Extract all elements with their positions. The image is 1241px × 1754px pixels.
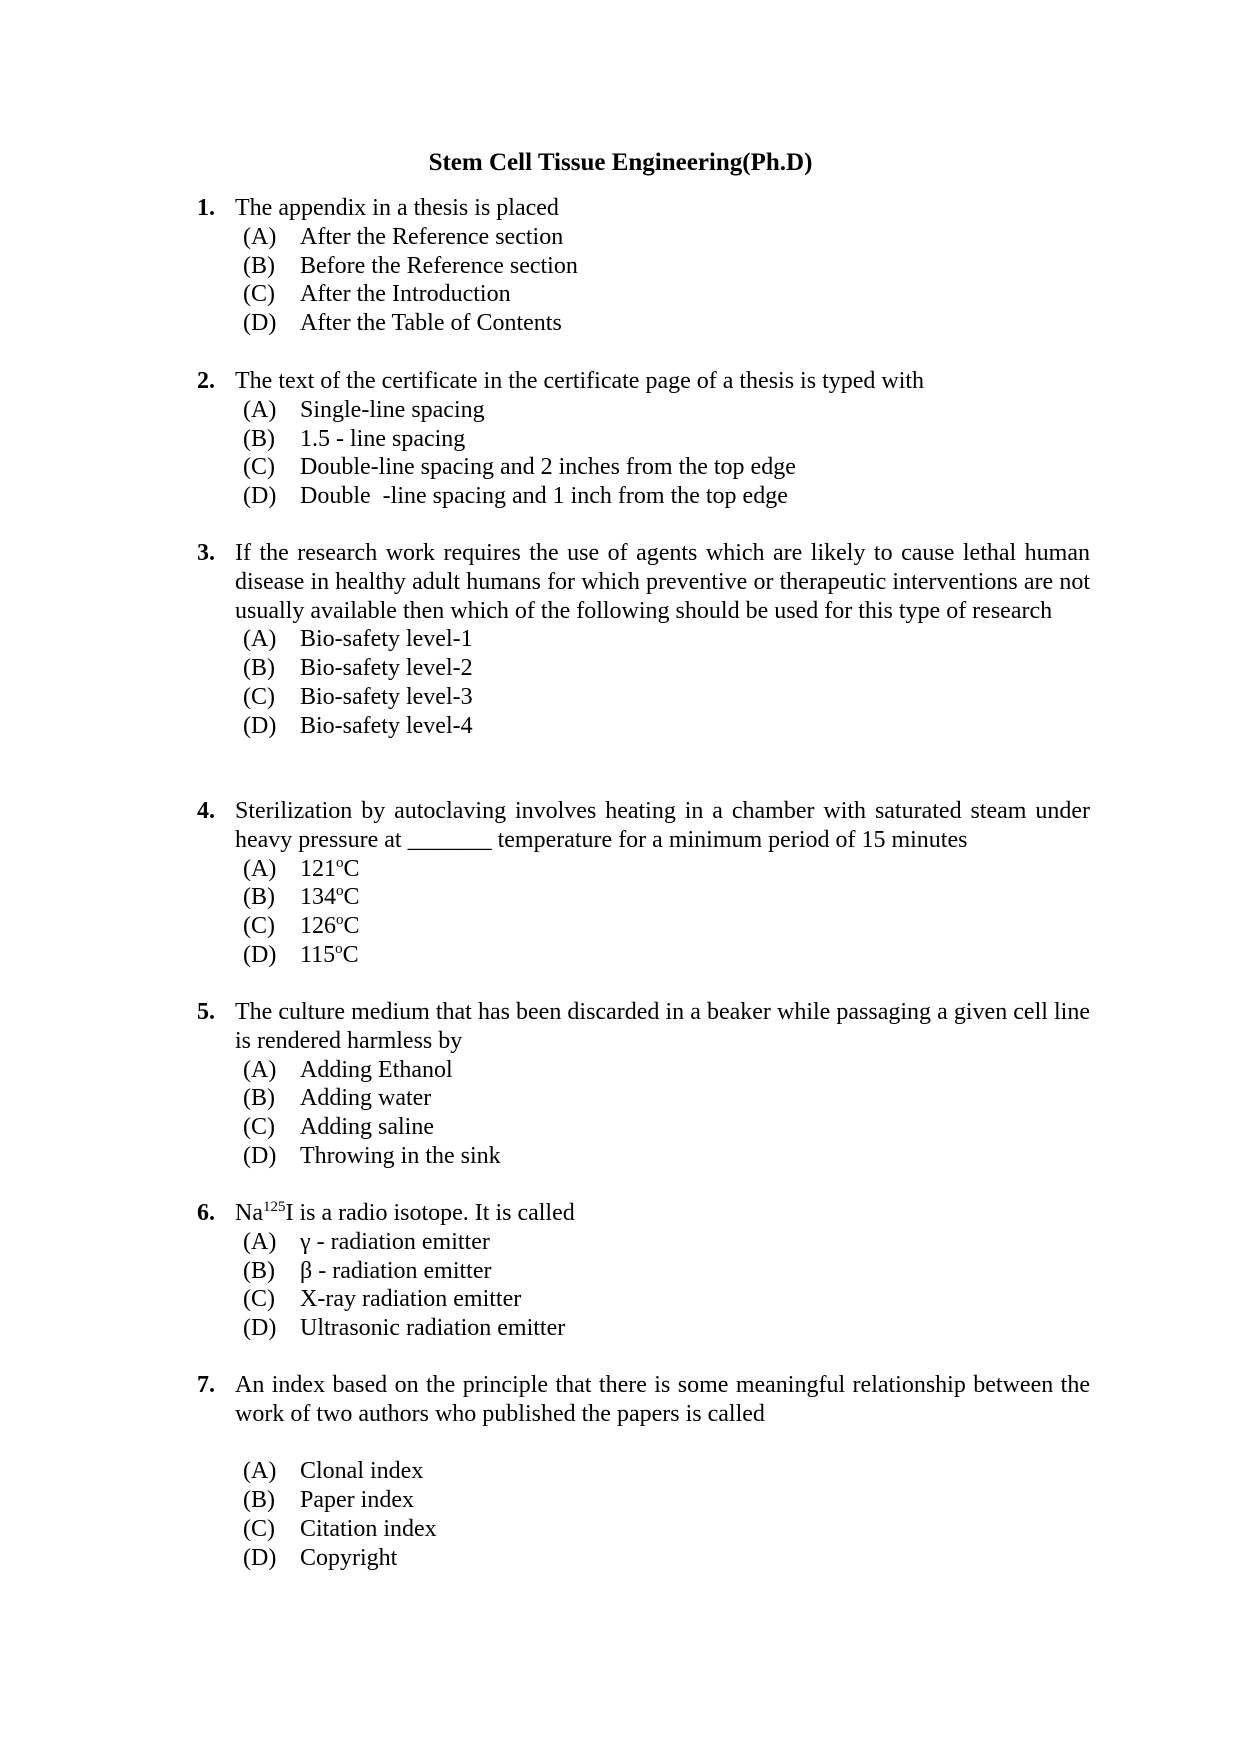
question-number: 2. bbox=[197, 368, 215, 394]
option-b bbox=[197, 1486, 1090, 1515]
question-7 bbox=[197, 1371, 1090, 1573]
option-list bbox=[197, 1228, 1090, 1343]
option-letter: (B) bbox=[243, 1257, 275, 1284]
question-number: 7. bbox=[197, 1372, 215, 1398]
option-letter: (A) bbox=[243, 1458, 277, 1485]
question-text: If the research work requires the use of agents which are likely to cause lethal human disease in healthy adult humans for which preventive or therapeutic interventions are not usually available then which of the following should be used for this type of research bbox=[235, 540, 1090, 624]
degree-sign: o bbox=[336, 883, 344, 900]
option-c bbox=[197, 683, 1090, 712]
option-letter: (B) bbox=[243, 655, 275, 682]
option-text: After the Table of Contents bbox=[300, 310, 562, 337]
option-list bbox=[197, 223, 1090, 338]
option-value: 126 bbox=[300, 913, 336, 940]
option-letter: (C) bbox=[243, 1286, 275, 1313]
option-letter: (A) bbox=[243, 396, 277, 423]
option-c bbox=[197, 1515, 1090, 1544]
option-text: Ultrasonic radiation emitter bbox=[300, 1315, 566, 1342]
option-letter: (C) bbox=[243, 281, 275, 308]
option-text: Double -line spacing and 1 inch from the top edge bbox=[300, 483, 788, 510]
option-list bbox=[197, 855, 1090, 970]
option-letter: (A) bbox=[243, 223, 277, 250]
question-text: The text of the certificate in the certificate page of a thesis is typed with bbox=[235, 368, 925, 394]
option-d bbox=[197, 1544, 1090, 1573]
question-number: 5. bbox=[197, 999, 215, 1025]
option-text: Citation index bbox=[300, 1515, 437, 1542]
option-letter: (C) bbox=[243, 1515, 275, 1542]
question-text-suffix: I is a radio isotope. It is called bbox=[285, 1200, 575, 1226]
option-letter: (D) bbox=[243, 1142, 277, 1169]
option-b bbox=[197, 425, 1090, 454]
option-text: Bio-safety level-4 bbox=[300, 712, 473, 739]
option-letter: (D) bbox=[243, 712, 277, 739]
option-letter: (D) bbox=[243, 483, 277, 510]
option-a bbox=[197, 223, 1090, 252]
option-a bbox=[197, 1056, 1090, 1085]
option-d bbox=[197, 1314, 1090, 1343]
option-text: Clonal index bbox=[300, 1458, 424, 1485]
option-text: Double-line spacing and 2 inches from the top edge bbox=[300, 454, 796, 481]
option-c bbox=[197, 912, 1090, 941]
question-stem bbox=[197, 539, 1090, 625]
option-list bbox=[197, 625, 1090, 740]
option-letter: (B) bbox=[243, 1085, 275, 1112]
option-text: Bio-safety level-2 bbox=[300, 655, 473, 682]
option-text: Adding Ethanol bbox=[300, 1056, 453, 1083]
option-letter: (D) bbox=[243, 310, 277, 337]
option-c bbox=[197, 1285, 1090, 1314]
option-value: 134 bbox=[300, 884, 336, 911]
option-text: γ - radiation emitter bbox=[300, 1228, 490, 1255]
degree-sign: o bbox=[336, 854, 344, 871]
question-1 bbox=[197, 194, 1090, 338]
option-unit: C bbox=[343, 855, 360, 882]
question-text: The appendix in a thesis is placed bbox=[235, 195, 559, 221]
option-letter: (A) bbox=[243, 1056, 277, 1083]
option-d bbox=[197, 1142, 1090, 1171]
option-b bbox=[197, 1257, 1090, 1286]
option-letter: (B) bbox=[243, 425, 275, 452]
option-letter: (A) bbox=[243, 855, 277, 882]
option-c bbox=[197, 280, 1090, 309]
question-2 bbox=[197, 367, 1090, 511]
option-letter: (A) bbox=[243, 626, 277, 653]
option-letter: (C) bbox=[243, 454, 275, 481]
option-c bbox=[197, 1113, 1090, 1142]
option-d bbox=[197, 941, 1090, 970]
option-text: 1.5 - line spacing bbox=[300, 425, 466, 452]
option-text: Bio-safety level-1 bbox=[300, 626, 473, 653]
option-text: β - radiation emitter bbox=[300, 1257, 492, 1284]
option-a bbox=[197, 396, 1090, 425]
option-unit: C bbox=[343, 884, 360, 911]
option-d bbox=[197, 712, 1090, 741]
blank-spacer bbox=[197, 1429, 1090, 1458]
option-a bbox=[197, 1457, 1090, 1486]
question-text bbox=[235, 1199, 1090, 1228]
option-letter: (C) bbox=[243, 683, 275, 710]
option-letter: (C) bbox=[243, 913, 275, 940]
option-a bbox=[197, 625, 1090, 654]
option-letter: (B) bbox=[243, 884, 275, 911]
option-unit: C bbox=[343, 913, 360, 940]
option-b bbox=[197, 252, 1090, 281]
question-text-prefix: Na bbox=[235, 1200, 263, 1226]
option-text: Bio-safety level-3 bbox=[300, 683, 473, 710]
question-text: Sterilization by autoclaving involves heating in a chamber with saturated steam under heavy pressure at _______ temperature for a minimum period of 15 minutes bbox=[235, 798, 1090, 853]
question-4 bbox=[197, 797, 1090, 970]
option-b bbox=[197, 654, 1090, 683]
option-letter: (D) bbox=[243, 1544, 277, 1571]
option-unit: C bbox=[342, 941, 359, 968]
question-text: An index based on the principle that there is some meaningful relationship between the work of two authors who published the papers is called bbox=[235, 1372, 1090, 1427]
isotope-mass-number: 125 bbox=[262, 1199, 286, 1215]
option-letter: (A) bbox=[243, 1228, 277, 1255]
option-text: Adding water bbox=[300, 1085, 432, 1112]
option-letter: (D) bbox=[243, 941, 277, 968]
question-stem bbox=[197, 367, 1090, 396]
question-stem bbox=[197, 998, 1090, 1056]
option-value: 121 bbox=[300, 855, 336, 882]
question-stem bbox=[197, 1371, 1090, 1429]
option-c bbox=[197, 453, 1090, 482]
option-d bbox=[197, 309, 1090, 338]
option-b bbox=[197, 1084, 1090, 1113]
question-number: 6. bbox=[197, 1200, 215, 1226]
question-stem bbox=[197, 797, 1090, 855]
question-3 bbox=[197, 539, 1090, 741]
option-letter: (D) bbox=[243, 1315, 277, 1342]
option-letter: (C) bbox=[243, 1114, 275, 1141]
option-text: Copyright bbox=[300, 1544, 398, 1571]
option-b bbox=[197, 883, 1090, 912]
question-number: 3. bbox=[197, 540, 215, 566]
question-number: 1. bbox=[197, 195, 215, 221]
option-a bbox=[197, 1228, 1090, 1257]
option-text: Before the Reference section bbox=[300, 252, 578, 279]
option-text: X-ray radiation emitter bbox=[300, 1286, 522, 1313]
question-stem bbox=[197, 1199, 1090, 1228]
option-a bbox=[197, 855, 1090, 884]
option-letter: (B) bbox=[243, 1487, 275, 1514]
question-text: The culture medium that has been discarded in a beaker while passaging a given cell line is rendered harmless by bbox=[235, 999, 1090, 1054]
option-list bbox=[197, 1056, 1090, 1171]
degree-sign: o bbox=[335, 940, 343, 957]
question-5 bbox=[197, 998, 1090, 1171]
option-text: Adding saline bbox=[300, 1114, 434, 1141]
option-text: Paper index bbox=[300, 1487, 414, 1514]
option-value: 115 bbox=[300, 941, 336, 968]
option-text: Throwing in the sink bbox=[300, 1142, 501, 1169]
question-6 bbox=[197, 1199, 1090, 1343]
degree-sign: o bbox=[336, 912, 344, 929]
option-text: After the Introduction bbox=[300, 281, 511, 308]
option-letter: (B) bbox=[243, 252, 275, 279]
option-list bbox=[197, 1457, 1090, 1572]
page-title: Stem Cell Tissue Engineering(Ph.D) bbox=[428, 149, 813, 176]
option-list bbox=[197, 396, 1090, 511]
option-d bbox=[197, 482, 1090, 511]
option-text: After the Reference section bbox=[300, 223, 564, 250]
question-number: 4. bbox=[197, 798, 215, 824]
question-stem bbox=[197, 194, 1090, 223]
option-text: Single-line spacing bbox=[300, 396, 485, 423]
